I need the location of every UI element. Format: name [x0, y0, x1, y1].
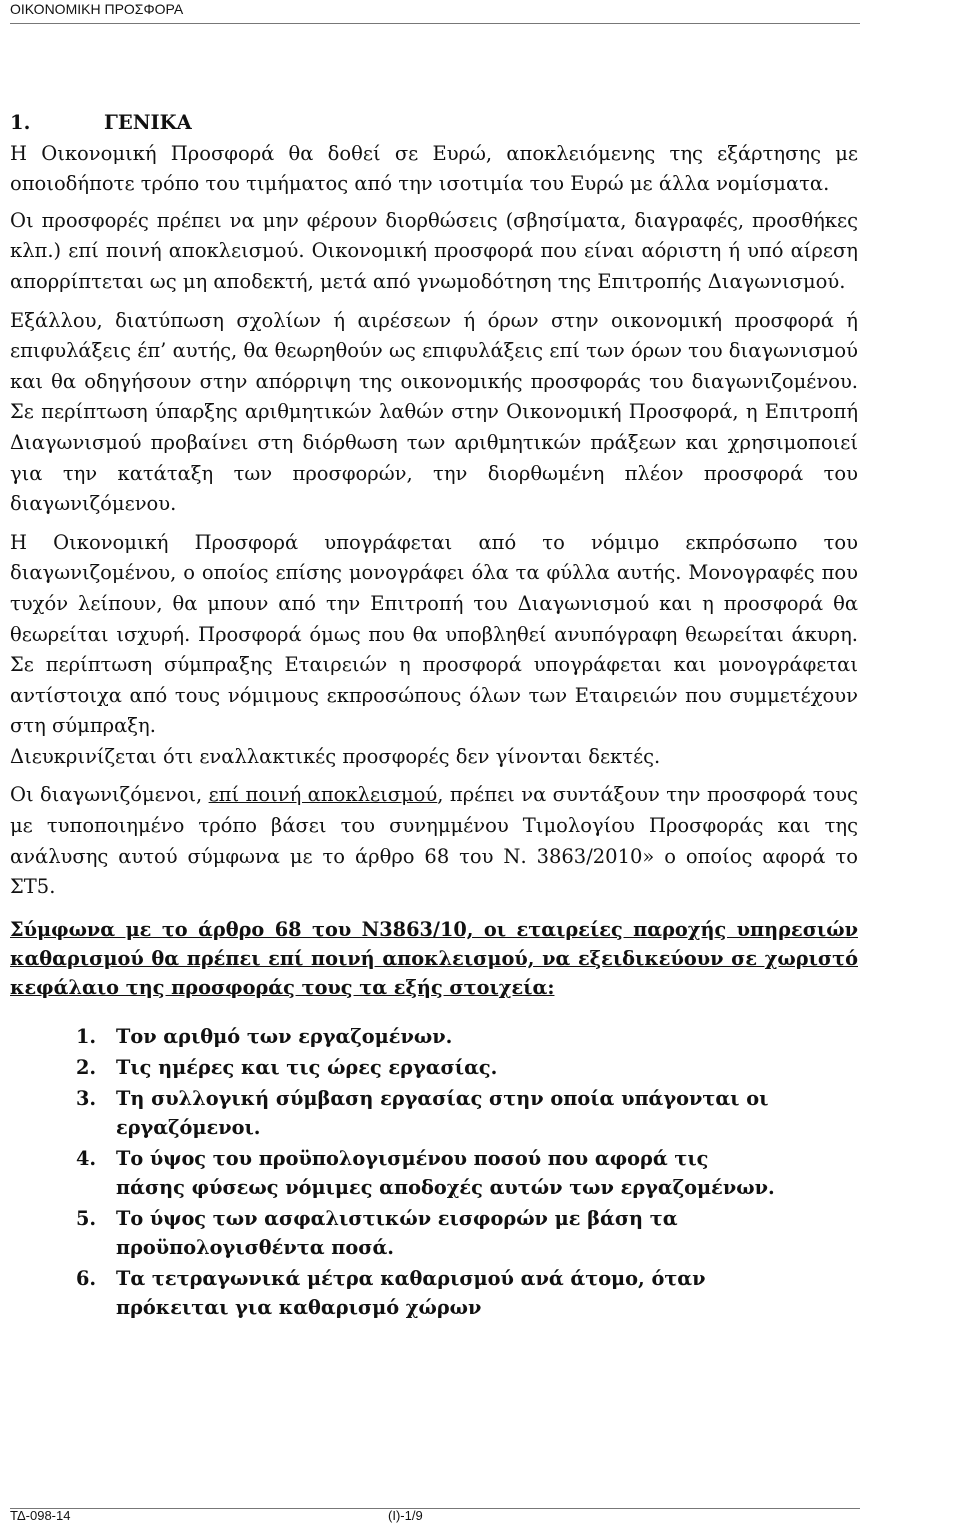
format-start: Οι διαγωνιζόμενοι, — [10, 783, 209, 807]
paragraph-signature: Η Οικονομική Προσφορά υπογράφεται από το νόμιμο εκπρόσωπο του διαγωνιζομένου, ο οποίος επίσης μονογράφει όλα τα φύλλα αυτής. Μονογραφές που τυχόν λείπουν, θα μπουν από την Επιτροπή του Διαγωνισμού και η προσφορά θα θεωρείται ισχυρή. Προσφορά όμως που θα υποβληθεί ανυπόγραφη θεωρείται άκυρη. Σε περίπτωση σύμπραξης Εταιρειών η προσφορά υπογράφεται και μονογράφεται αντίστοιχα από τους νόμιμους εκπροσώπους όλων των Εταιρειών που συμμετέχουν στη σύμπραξη. — [10, 530, 858, 738]
header-title: ΟΙΚΟΝΟΜΙΚΗ ΠΡΟΣΦΟΡΑ — [10, 1, 184, 17]
document-code: ΤΔ-098-14 — [10, 1508, 71, 1523]
page-number: (Ι)-1/9 — [388, 1508, 423, 1523]
document-body — [10, 108, 858, 1324]
list-item: 3. Τη συλλογική σύμβαση εργασίας στην οποία υπάγονται οι εργαζόμενοι. — [76, 1087, 769, 1140]
paragraph-reservations: Εξάλλου, διατύπωση σχολίων ή αιρέσεων ή όρων στην οικονομική προσφορά ή επιφυλάξεις έπ’ αυτής, θα θεωρηθούν ως επιφυλάξεις επί των όρων του διαγωνισμού και θα οδηγήσουν στην απόρριψη της οικονομικής προσφοράς του διαγωνιζομένου. Σε περίπτωση ύπαρξης αριθμητικών λαθών στην Οικονομική Προσφορά, η Επιτροπή Διαγωνισμού προβαίνει στη διόρθωση των αριθμητικών πράξεων και χρησιμοποιεί για την κατάταξη των προσφορών, την διορθωμένη πλέον προσφορά του διαγωνιζόμενου. — [10, 308, 858, 516]
list-item: 4. Το ύψος του προϋπολογισμένου ποσού που αφορά τις πάσης φύσεως νόμιμες αποδοχές αυτών των εργαζομένων. — [76, 1147, 775, 1200]
requirements-list — [76, 1022, 776, 1322]
paragraph-corrections: Οι προσφορές πρέπει να μην φέρουν διορθώσεις (σβησίματα, διαγραφές, προσθήκες κλπ.) επί ποινή αποκλεισμού. Οικονομική προσφορά που είναι αόριστη ή υπό αίρεση απορρίπτεται ως μη αποδεκτή, μετά από γνωμοδότηση της Επιτροπής Διαγωνισμού. — [10, 208, 858, 293]
list-item: 1. Τον αριθμό των εργαζομένων. — [76, 1025, 453, 1049]
list-item: 6. Τα τετραγωνικά μέτρα καθαρισμού ανά άτομο, όταν πρόκειται για καθαρισμό χώρων — [76, 1267, 706, 1320]
format-end: , πρέπει να συντάξουν την προσφορά τους με τυποποιημένο τρόπο βάσει του συνημμένου Τιμολογίου Προσφοράς και της ανάλυσης αυτού σύμφωνα με το άρθρο 68 του Ν. 3863/2010» ο οποίος αφορά το ΣΤ5. — [10, 783, 858, 899]
page-footer — [10, 1508, 860, 1523]
paragraph-alternatives: Διευκρινίζεται ότι εναλλακτικές προσφορές δεν γίνονται δεκτές. — [10, 744, 661, 768]
paragraph-format — [10, 780, 858, 902]
section-title: ΓΕΝΙΚΑ — [104, 111, 192, 134]
section-number: 1. — [10, 111, 31, 134]
list-item: 2. Τις ημέρες και τις ώρες εργασίας. — [76, 1056, 498, 1080]
page-header — [10, 0, 860, 24]
list-item: 5. Το ύψος των ασφαλιστικών εισφορών με βάση τα προϋπολογισθέντα ποσά. — [76, 1207, 678, 1260]
section-heading — [10, 108, 858, 139]
paragraph-currency: Η Οικονομική Προσφορά θα δοθεί σε Ευρώ, αποκλειόμενης της εξάρτησης με οποιοδήποτε τρόπο του τιμήματος από την ισοτιμία του Ευρώ με άλλα νομίσματα. — [10, 141, 858, 196]
format-underlined: επί ποινή αποκλεισμού — [208, 783, 438, 807]
paragraph-article-68: Σύμφωνα με το άρθρο 68 του Ν3863/10, οι εταιρείες παροχής υπηρεσιών καθαρισμού θα πρέπει επί ποινή αποκλεισμού, να εξειδικεύουν σε χωριστό κεφάλαιο της προσφοράς τους τα εξής στοιχεία: — [10, 917, 858, 1000]
